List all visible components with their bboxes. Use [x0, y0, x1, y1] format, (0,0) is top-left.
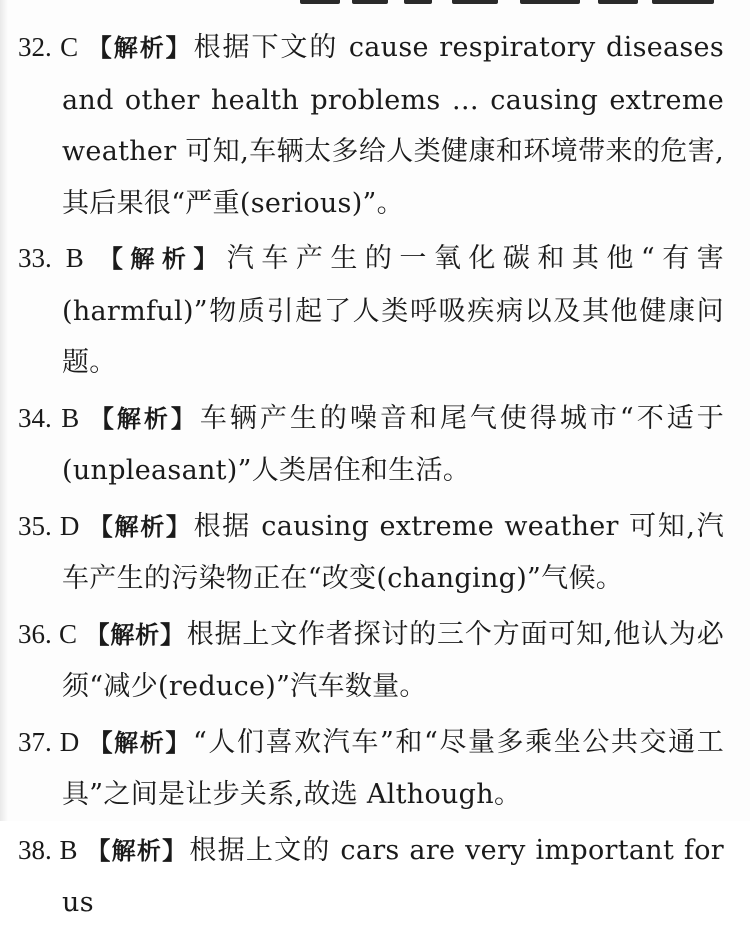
- analysis-tag: 【解析】: [87, 512, 192, 541]
- page-shadow-edge: [0, 0, 8, 821]
- explanation-text: 根据下文的 cause respiratory diseases and other health problems … causing extreme weather 可知,车辆太多给人类健康和环境带来的危害,其后果很“严重(serious)”。: [62, 32, 724, 219]
- analysis-tag: 【解析】: [85, 836, 188, 865]
- explanation-item: [18, 609, 724, 713]
- question-number: 34. B: [18, 402, 80, 433]
- explanation-text: 根据 causing extreme weather 可知,汽车产生的污染物正在“改变(changing)”气候。: [62, 510, 725, 594]
- explanation-item: [18, 501, 724, 605]
- explanation-item: [18, 393, 724, 497]
- explanation-text: “人们喜欢汽车”和“尽量多乘坐公共交通工具”之间是让步关系,故选 Although。: [62, 726, 724, 810]
- explanation-item: [18, 22, 724, 229]
- question-number: 38. B: [18, 834, 78, 865]
- explanation-item: [18, 233, 724, 389]
- question-number: 33. B: [18, 243, 84, 273]
- cropped-top-line: [0, 0, 750, 6]
- question-number: 37. D: [18, 726, 80, 757]
- analysis-tag: 【解析】: [91, 245, 225, 273]
- explanation-text: 根据上文作者探讨的三个方面可知,他认为必须“减少(reduce)”汽车数量。: [62, 618, 725, 702]
- analysis-tag: 【解析】: [86, 34, 192, 62]
- explanation-text: 汽车产生的一氧化碳和其他“有害(harmful)”物质引起了人类呼吸疾病以及其他健康问题。: [62, 243, 725, 378]
- explanation-item: [18, 717, 724, 821]
- explanation-text: 车辆产生的噪音和尾气使得城市“不适于(unpleasant)”人类居住和生活。: [62, 402, 725, 486]
- analysis-tag: 【解析】: [87, 404, 198, 433]
- analysis-tag: 【解析】: [87, 728, 191, 757]
- answer-explanations: [18, 22, 724, 933]
- explanation-item: [18, 825, 724, 929]
- analysis-tag: 【解析】: [85, 620, 185, 649]
- question-number: 32. C: [18, 32, 79, 62]
- question-number: 36. C: [18, 618, 78, 649]
- question-number: 35. D: [18, 510, 80, 541]
- explanation-text: 根据上文的 cars are very important for us: [62, 834, 724, 918]
